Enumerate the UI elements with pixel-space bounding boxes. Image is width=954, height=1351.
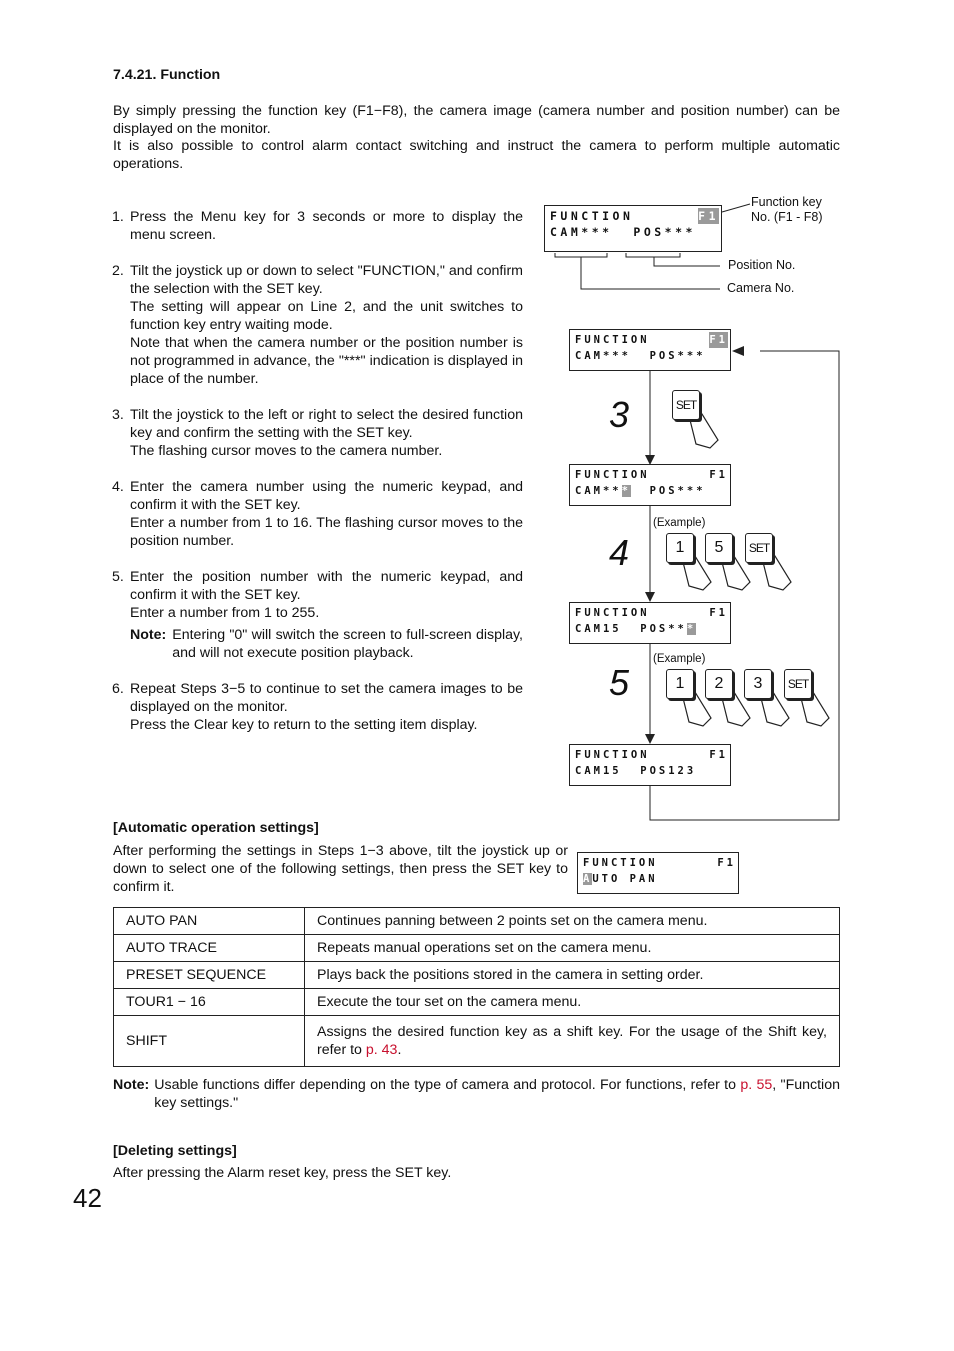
lcd-line2: UTO PAN	[592, 873, 658, 885]
lcd-cursor: *	[621, 485, 631, 497]
lcd-cam: CAM***	[550, 225, 613, 239]
numeric-key-3: 3	[744, 669, 772, 699]
table-cell-name: SHIFT	[114, 1016, 305, 1067]
table-row	[114, 935, 840, 962]
set-key: SET	[672, 390, 700, 420]
callout-function-key: Function key No. (F1 - F8)	[751, 195, 823, 224]
arrow-head	[732, 346, 744, 356]
callout-line-position	[654, 257, 720, 266]
arrow-head	[645, 734, 655, 744]
deleting-text: After pressing the Alarm reset key, press the SET key.	[113, 1165, 452, 1181]
note-block	[113, 1076, 840, 1112]
lcd-line1: FUNCTION	[550, 209, 634, 223]
step-text: Press the Clear key to return to the setting item display.	[130, 717, 478, 733]
bracket-camera	[555, 253, 607, 257]
lcd-fkey: F1	[709, 334, 728, 346]
lcd-fkey: F1	[717, 857, 736, 869]
set-key: SET	[784, 669, 812, 699]
intro-paragraph-1: By simply pressing the function key (F1−F8), the camera image (camera number and position number) can be displayed on the monitor.	[113, 103, 840, 137]
lcd-fkey: F1	[698, 209, 719, 223]
desc-text: Assigns the desired function key as a shift key. For the usage of the Shift key, refer to	[317, 1024, 827, 1058]
deleting-heading: [Deleting settings]	[113, 1143, 237, 1159]
lcd-cursor: *	[686, 623, 697, 635]
lcd-screen-d	[569, 744, 731, 786]
lcd-pos: POS**	[640, 623, 687, 635]
bracket-position	[626, 253, 680, 257]
table-row	[114, 908, 840, 935]
lcd-cam: CAM15	[575, 623, 622, 635]
page-number: 42	[73, 1183, 102, 1213]
lcd-line1: FUNCTION	[575, 469, 650, 481]
arrow-head	[645, 592, 655, 602]
lcd-line1: FUNCTION	[575, 749, 650, 761]
auto-ops-text: After performing the settings in Steps 1−3 above, tilt the joystick up or down to select one of the following settings, then press the SET key to confirm it.	[113, 843, 568, 895]
lcd-cam: CAM**	[575, 485, 622, 497]
table-cell-name: PRESET SEQUENCE	[114, 962, 305, 989]
table-cell-desc: Execute the tour set on the camera menu.	[305, 989, 840, 1016]
note-text	[154, 1076, 840, 1112]
table-row	[114, 962, 840, 989]
lcd-screen-b	[569, 464, 731, 506]
step-text: Repeat Steps 3−5 to continue to set the camera images to be displayed on the monitor.	[130, 681, 523, 715]
lcd-line1: FUNCTION	[575, 607, 650, 619]
step-text: Enter the camera number using the numeric keypad, and confirm it with the SET key.	[130, 479, 523, 513]
auto-ops-heading: [Automatic operation settings]	[113, 820, 319, 836]
step-text: Enter a number from 1 to 16. The flashing cursor moves to the position number.	[130, 515, 523, 549]
note-body: Usable functions differ depending on the type of camera and protocol. For functions, refer to	[154, 1077, 741, 1093]
lcd-fkey: F1	[709, 607, 728, 619]
section-heading: 7.4.21. Function	[113, 67, 221, 83]
set-key: SET	[745, 533, 773, 563]
callout-camera-no: Camera No.	[727, 281, 795, 295]
step-text: Tilt the joystick to the left or right to select the desired function key and confirm the setting with the SET key.	[130, 407, 523, 441]
table-row	[114, 989, 840, 1016]
step-text: The setting will appear on Line 2, and the unit switches to function key entry waiting mode.	[130, 299, 523, 333]
numeric-key-5: 5	[705, 533, 733, 563]
note-text: Entering "0" will switch the screen to full-screen display, and will not execute position playback.	[172, 627, 523, 661]
table-cell-desc	[305, 1016, 840, 1067]
auto-ops-table	[113, 907, 840, 1067]
step-text: The flashing cursor moves to the camera number.	[130, 443, 443, 459]
lcd-cam: CAM***	[575, 350, 631, 362]
lcd-fkey: F1	[709, 469, 728, 481]
lcd-screen-c	[569, 602, 731, 644]
lcd-line1: FUNCTION	[583, 857, 658, 869]
step-number: 5.	[112, 569, 124, 585]
lcd-line1: FUNCTION	[575, 334, 650, 346]
step-text: Enter a number from 1 to 255.	[130, 605, 320, 621]
step-number: 2.	[112, 263, 124, 279]
step-number: 3.	[112, 407, 124, 423]
lcd-screen-a	[569, 329, 731, 371]
diagram-step-5: 5	[609, 662, 630, 703]
example-label: (Example)	[653, 517, 706, 529]
lcd-cursor: A	[583, 873, 593, 885]
step-number: 4.	[112, 479, 124, 495]
step-text: Press the Menu key for 3 seconds or more to display the menu screen.	[130, 209, 523, 243]
page-link[interactable]: p. 43	[365, 1042, 398, 1058]
numeric-key-2: 2	[705, 669, 733, 699]
lcd-screen-overview	[544, 205, 722, 252]
note-after: , "Function key settings."	[154, 1077, 840, 1111]
step-text: Enter the position number with the numeric keypad, and confirm it with the SET key.	[130, 569, 523, 603]
example-label: (Example)	[653, 653, 706, 665]
desc-text-after: .	[397, 1042, 402, 1058]
table-row	[114, 1016, 840, 1067]
diagram-step-3: 3	[609, 394, 630, 435]
lcd-fkey: F1	[709, 749, 728, 761]
table-cell-name: TOUR1 − 16	[114, 989, 305, 1016]
lcd-pos: POS***	[649, 485, 706, 497]
table-cell-name: AUTO TRACE	[114, 935, 305, 962]
intro-paragraph-2: It is also possible to control alarm contact switching and instruct the camera to perform multiple automatic operations.	[113, 138, 840, 172]
lcd-cam: CAM15	[575, 765, 622, 777]
step-text: Note that when the camera number or the position number is not programmed in advance, the "***" indication is displayed in place of the number.	[130, 335, 523, 387]
lcd-pos: POS***	[633, 225, 696, 239]
callout-line-function-key	[722, 204, 750, 212]
callout-position-no: Position No.	[728, 258, 796, 272]
numeric-key-1: 1	[666, 669, 694, 699]
lcd-pos: POS123	[640, 765, 697, 777]
step-number: 1.	[112, 209, 124, 225]
lcd-pos: POS***	[649, 350, 706, 362]
diagram-step-4: 4	[609, 532, 630, 573]
lcd-screen-auto	[577, 852, 739, 894]
callout-line-camera	[581, 257, 720, 289]
numeric-key-1: 1	[666, 533, 694, 563]
step-number: 6.	[112, 681, 124, 697]
step-text: Tilt the joystick up or down to select "FUNCTION," and confirm the selection with the SET key.	[130, 263, 523, 297]
page-link[interactable]: p. 55	[740, 1077, 773, 1093]
table-cell-desc: Repeats manual operations set on the camera menu.	[305, 935, 840, 962]
table-cell-desc: Continues panning between 2 points set on the camera menu.	[305, 908, 840, 935]
table-cell-name: AUTO PAN	[114, 908, 305, 935]
note-label: Note:	[130, 627, 167, 643]
note-label: Note:	[113, 1077, 150, 1093]
table-cell-desc: Plays back the positions stored in the camera in setting order.	[305, 962, 840, 989]
